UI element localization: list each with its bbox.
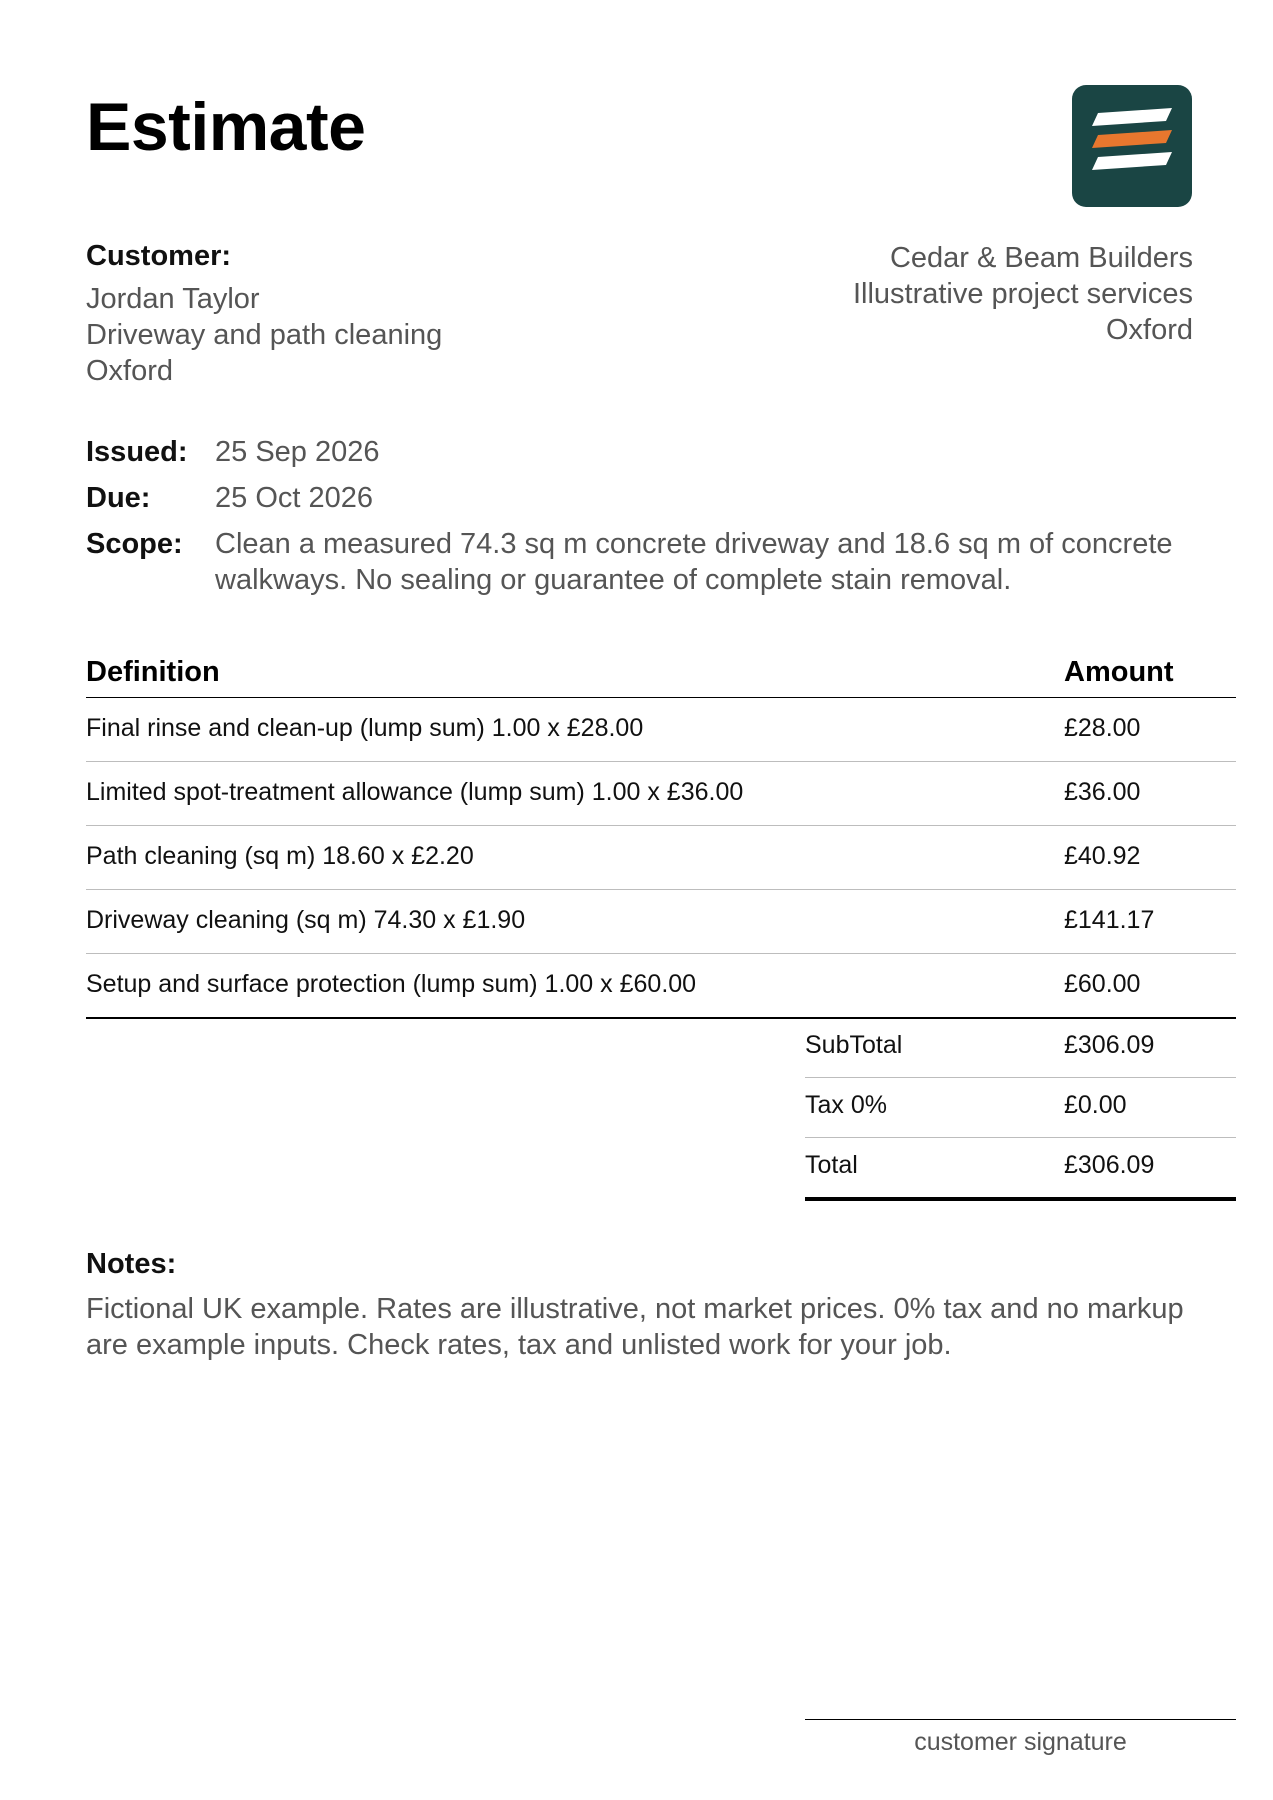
total-label: Total — [805, 1138, 1064, 1200]
total-value: £306.09 — [1064, 1138, 1236, 1200]
tax-label: Tax 0% — [805, 1078, 1064, 1138]
due-row — [86, 480, 1216, 516]
company-block — [633, 240, 1193, 348]
customer-block — [86, 240, 646, 389]
customer-job: Driveway and path cleaning — [86, 319, 443, 351]
table-row — [86, 698, 1236, 762]
page-title: Estimate — [86, 89, 366, 165]
amount-header: Amount — [1064, 650, 1236, 698]
definition-header: Definition — [86, 650, 1064, 698]
tax-value: £0.00 — [1064, 1078, 1236, 1138]
table-row — [86, 762, 1236, 826]
line-item-definition: Driveway cleaning (sq m) 74.30 x £1.90 — [86, 890, 1064, 954]
line-items-table — [86, 650, 1236, 1019]
company-name: Cedar & Beam Builders — [889, 242, 1193, 274]
layered-planks-logo-icon — [1072, 85, 1192, 207]
estimate-meta — [86, 434, 1216, 608]
line-item-amount: £28.00 — [1064, 698, 1236, 762]
total-row — [805, 1138, 1236, 1200]
line-item-definition: Limited spot-treatment allowance (lump sum) 1.00 x £36.00 — [86, 762, 1064, 826]
notes-label: Notes: — [86, 1248, 177, 1280]
scope-row — [86, 526, 1216, 598]
customer-city: Oxford — [86, 355, 174, 387]
table-row — [86, 954, 1236, 1019]
due-label: Due: — [86, 482, 151, 514]
subtotal-value: £306.09 — [1064, 1018, 1236, 1078]
due-date: 25 Oct 2026 — [215, 482, 373, 514]
totals-table — [805, 1018, 1236, 1201]
line-item-amount: £40.92 — [1064, 826, 1236, 890]
notes-text: Fictional UK example. Rates are illustrative, not market prices. 0% tax and no markup are example inputs. Check rates, tax and unlisted work for your job. — [86, 1293, 1184, 1361]
line-item-definition: Setup and surface protection (lump sum) 1.00 x £60.00 — [86, 954, 1064, 1019]
line-item-amount: £141.17 — [1064, 890, 1236, 954]
line-item-amount: £60.00 — [1064, 954, 1236, 1019]
subtotal-row — [805, 1018, 1236, 1078]
issued-date: 25 Sep 2026 — [215, 436, 380, 468]
table-header-row — [86, 650, 1236, 698]
line-item-definition: Path cleaning (sq m) 18.60 x £2.20 — [86, 826, 1064, 890]
signature-label: customer signature — [914, 1728, 1127, 1756]
notes-section — [86, 1248, 1216, 1363]
line-item-definition: Final rinse and clean-up (lump sum) 1.00 x £28.00 — [86, 698, 1064, 762]
issued-label: Issued: — [86, 436, 188, 468]
company-tagline: Illustrative project services — [852, 278, 1193, 310]
subtotal-label: SubTotal — [805, 1018, 1064, 1078]
line-item-amount: £36.00 — [1064, 762, 1236, 826]
scope-text: Clean a measured 74.3 sq m concrete driveway and 18.6 sq m of concrete walkways. No sealing or guarantee of complete stain removal. — [215, 528, 1173, 596]
signature-line — [805, 1719, 1236, 1757]
customer-label: Customer: — [86, 240, 232, 272]
table-row — [86, 826, 1236, 890]
issued-row — [86, 434, 1216, 470]
company-city: Oxford — [1105, 314, 1193, 346]
table-row — [86, 890, 1236, 954]
scope-label: Scope: — [86, 528, 183, 560]
tax-row — [805, 1078, 1236, 1138]
customer-name: Jordan Taylor — [86, 283, 260, 315]
